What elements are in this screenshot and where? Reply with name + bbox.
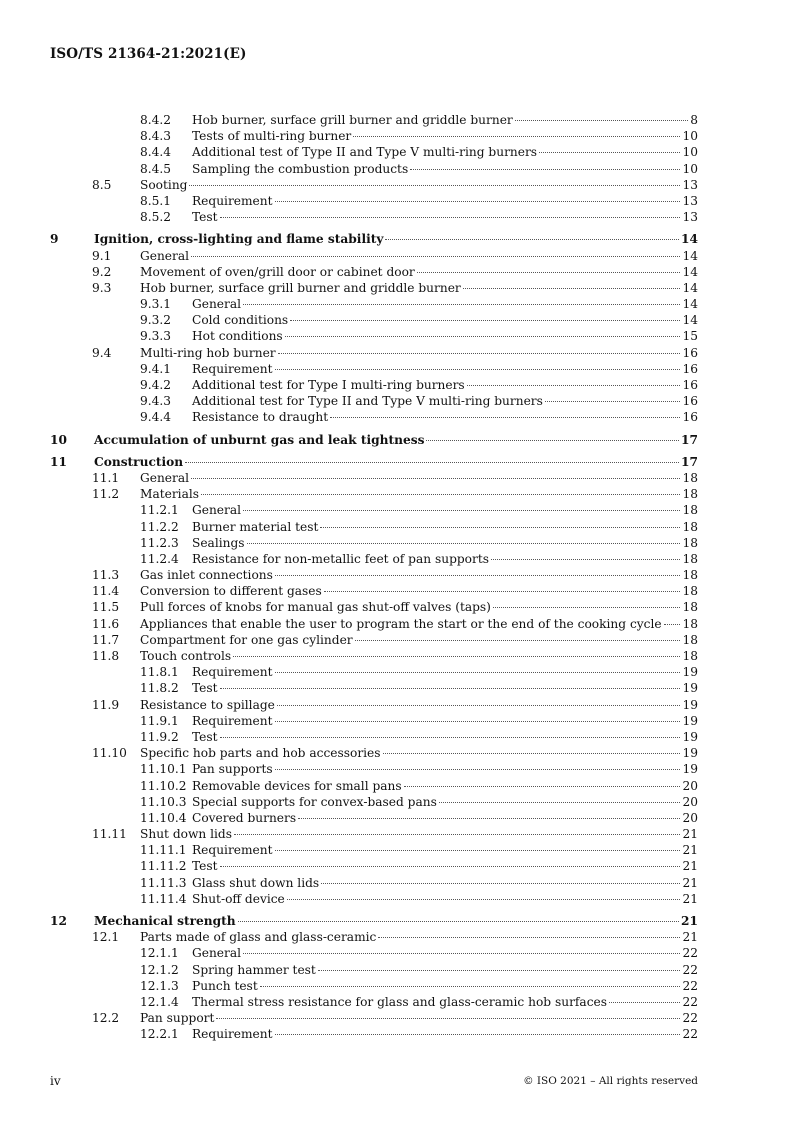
- dot-leader: [298, 818, 680, 819]
- dot-leader: [515, 120, 688, 121]
- toc-entry-page: 14: [682, 280, 698, 295]
- dot-leader: [330, 417, 680, 418]
- toc-entry-page: 21: [682, 930, 698, 945]
- toc-entry-title: Hob burner, surface grill burner and griddle burner: [140, 280, 461, 295]
- dot-leader: [491, 559, 680, 560]
- toc-entry-number: 12.2: [92, 1011, 120, 1026]
- toc-entry[interactable]: [50, 978, 698, 994]
- dot-leader: [609, 1002, 681, 1003]
- toc-entry-page: 21: [682, 859, 698, 874]
- toc-entry-page: 18: [682, 535, 698, 550]
- toc-entry-number: 11.3: [92, 568, 120, 583]
- dot-leader: [233, 656, 680, 657]
- toc-entry-number: 11.2.4: [140, 551, 179, 566]
- toc-entry-title: Construction: [94, 454, 184, 469]
- toc-entry-number: 11.11.1: [140, 843, 187, 858]
- toc-entry-number: 11.1: [92, 470, 120, 485]
- toc-entry-page: 18: [682, 487, 698, 502]
- toc-entry-number: 9.4.3: [140, 394, 172, 409]
- toc-entry-title: General: [140, 470, 189, 485]
- toc-entry-page: 18: [682, 584, 698, 599]
- toc-entry-title: Tests of multi-ring burner: [192, 129, 352, 144]
- toc-entry[interactable]: [50, 470, 698, 486]
- page-number: iv: [50, 1074, 61, 1088]
- toc-entry-title: Cold conditions: [192, 313, 289, 328]
- toc-entry-number: 8.4.4: [140, 145, 172, 160]
- toc-entry-title: Removable devices for small pans: [192, 778, 402, 793]
- toc-entry-page: 21: [682, 827, 698, 842]
- toc-entry-number: 12.1: [92, 930, 120, 945]
- toc-entry-title: Hob burner, surface grill burner and griddle burner: [192, 113, 513, 127]
- dot-leader: [243, 510, 680, 511]
- toc-entry-page: 14: [682, 264, 698, 279]
- toc-entry[interactable]: [50, 248, 698, 264]
- toc-entry[interactable]: [50, 280, 698, 296]
- toc-entry-title: Thermal stress resistance for glass and glass-ceramic hob surfaces: [192, 994, 607, 1009]
- toc-entry-title: General: [192, 946, 241, 961]
- dot-leader: [404, 786, 681, 787]
- toc-entry[interactable]: [50, 778, 698, 794]
- dot-leader: [385, 239, 679, 240]
- toc-entry[interactable]: [50, 361, 698, 377]
- toc-entry-page: 15: [682, 329, 698, 344]
- toc-entry-page: 18: [682, 470, 698, 485]
- toc-entry-page: 16: [682, 410, 698, 425]
- toc-entry[interactable]: [50, 161, 698, 177]
- toc-entry[interactable]: [50, 1026, 698, 1042]
- dot-leader: [243, 953, 680, 954]
- toc-entry[interactable]: [50, 697, 698, 713]
- dot-leader: [216, 1018, 680, 1019]
- toc-entry[interactable]: [50, 962, 698, 978]
- toc-entry-number: 11: [50, 454, 67, 469]
- toc-entry-title: Requirement: [192, 361, 273, 376]
- toc-entry-number: 11.7: [92, 632, 120, 647]
- toc-entry-number: 11.2: [92, 487, 120, 502]
- toc-entry-title: General: [192, 503, 241, 518]
- toc-entry-title: Conversion to different gases: [140, 584, 322, 599]
- toc-entry-page: 17: [681, 432, 698, 447]
- toc-entry-page: 21: [682, 843, 698, 858]
- toc-entry-page: 18: [682, 503, 698, 518]
- toc-entry[interactable]: [50, 177, 698, 193]
- toc-entry-number: 11.9.2: [140, 729, 179, 744]
- toc-entry-title: Punch test: [192, 978, 258, 993]
- toc-entry-page: 22: [682, 962, 698, 977]
- toc-entry-title: Materials: [140, 487, 199, 502]
- toc-entry-title: Pull forces of knobs for manual gas shut-off valves (taps): [140, 600, 491, 615]
- toc-entry-page: 19: [682, 746, 698, 761]
- toc-entry-page: 16: [682, 345, 698, 360]
- dot-leader: [185, 462, 679, 463]
- dot-leader: [191, 478, 680, 479]
- toc-entry-page: 18: [682, 600, 698, 615]
- toc-entry[interactable]: [50, 454, 698, 470]
- toc-entry-page: 22: [682, 978, 698, 993]
- toc-entry-number: 11.9: [92, 697, 120, 712]
- toc-entry-number: 11.8.1: [140, 665, 179, 680]
- toc-entry[interactable]: [50, 345, 698, 361]
- toc-entry-page: 14: [681, 232, 698, 247]
- toc-entry-title: Test: [192, 681, 218, 696]
- dot-leader: [220, 217, 681, 218]
- toc-entry-page: 21: [682, 875, 698, 890]
- toc-entry-number: 11.10.3: [140, 794, 187, 809]
- dot-leader: [275, 1034, 681, 1035]
- toc-entry-number: 8.5: [92, 177, 112, 192]
- dot-leader: [320, 527, 680, 528]
- toc-entry-number: 12.1.2: [140, 962, 179, 977]
- toc-entry-page: 10: [682, 145, 698, 160]
- dot-leader: [277, 705, 681, 706]
- dot-leader: [493, 607, 681, 608]
- toc-entry-number: 11.8.2: [140, 681, 179, 696]
- toc-entry-title: Test: [192, 729, 218, 744]
- toc-entry-number: 12.1.1: [140, 946, 179, 961]
- toc-entry-page: 18: [682, 616, 698, 631]
- toc-entry[interactable]: [50, 891, 698, 907]
- dot-leader: [275, 672, 681, 673]
- dot-leader: [275, 201, 681, 202]
- toc-entry[interactable]: [50, 377, 698, 393]
- toc-entry-title: Requirement: [192, 843, 273, 858]
- toc-entry-title: Specific hob parts and hob accessories: [140, 746, 381, 761]
- toc-entry-page: 13: [682, 193, 698, 208]
- toc-entry-title: Requirement: [192, 1027, 273, 1042]
- toc-entry-title: Requirement: [192, 665, 273, 680]
- toc-entry-page: 22: [682, 1027, 698, 1042]
- toc-entry-number: 9.4.4: [140, 410, 172, 425]
- toc-entry[interactable]: [50, 810, 698, 826]
- toc-entry-title: Resistance to draught: [192, 410, 329, 425]
- toc-entry-page: 17: [681, 454, 698, 469]
- toc-entry-title: Spring hammer test: [192, 962, 316, 977]
- toc-entry-page: 21: [682, 891, 698, 906]
- toc-entry-title: Requirement: [192, 713, 273, 728]
- toc-entry-title: Multi-ring hob burner: [140, 345, 276, 360]
- dot-leader: [275, 721, 681, 722]
- toc-entry-page: 19: [682, 762, 698, 777]
- toc-entry[interactable]: [50, 409, 698, 425]
- toc-entry-title: Shut down lids: [140, 827, 232, 842]
- toc-entry[interactable]: [50, 209, 698, 225]
- dot-leader: [287, 899, 681, 900]
- toc-entry-number: 8.5.1: [140, 193, 172, 208]
- toc-entry-number: 11.10.1: [140, 762, 187, 777]
- table-of-contents: [50, 112, 698, 1043]
- toc-entry[interactable]: [50, 432, 698, 448]
- dot-leader: [410, 169, 680, 170]
- toc-entry-page: 14: [682, 297, 698, 312]
- dot-leader: [353, 136, 680, 137]
- toc-entry[interactable]: [50, 745, 698, 761]
- toc-entry-page: 18: [682, 551, 698, 566]
- dot-leader: [234, 834, 681, 835]
- toc-entry-title: Test: [192, 859, 218, 874]
- dot-leader: [290, 320, 680, 321]
- toc-entry-page: 20: [682, 794, 698, 809]
- toc-entry-title: Pan supports: [192, 762, 273, 777]
- toc-entry[interactable]: [50, 632, 698, 648]
- toc-entry-number: 12.1.4: [140, 994, 179, 1009]
- toc-entry[interactable]: [50, 264, 698, 280]
- toc-entry-number: 12: [50, 914, 67, 928]
- toc-entry[interactable]: [50, 1010, 698, 1026]
- toc-entry[interactable]: [50, 929, 698, 945]
- toc-entry-title: General: [192, 297, 241, 312]
- dot-leader: [439, 802, 681, 803]
- dot-leader: [285, 336, 681, 337]
- toc-entry[interactable]: [50, 193, 698, 209]
- toc-entry-title: Test: [192, 210, 218, 225]
- dot-leader: [275, 850, 681, 851]
- toc-entry-number: 11.10.2: [140, 778, 187, 793]
- toc-entry-number: 11.11.3: [140, 875, 187, 890]
- toc-entry-title: Mechanical strength: [94, 914, 236, 928]
- toc-entry-page: 16: [682, 378, 698, 392]
- toc-entry-number: 9.1: [92, 248, 112, 263]
- dot-leader: [201, 494, 680, 495]
- dot-leader: [664, 624, 681, 625]
- toc-entry[interactable]: [50, 664, 698, 680]
- toc-entry-number: 9.4: [92, 345, 112, 360]
- toc-entry[interactable]: [50, 599, 698, 615]
- dot-leader: [545, 401, 681, 402]
- toc-entry-number: 11.10: [92, 746, 127, 761]
- toc-entry-number: 11.2.1: [140, 503, 179, 518]
- dot-leader: [189, 185, 680, 186]
- toc-entry-page: 18: [682, 519, 698, 534]
- toc-entry[interactable]: [50, 328, 698, 344]
- toc-entry-page: 16: [682, 361, 698, 376]
- toc-entry[interactable]: [50, 112, 698, 128]
- toc-entry-title: Additional test for Type I multi-ring burners: [192, 378, 465, 392]
- toc-entry-page: 10: [682, 161, 698, 176]
- toc-entry-title: Covered burners: [192, 810, 297, 825]
- toc-entry[interactable]: [50, 648, 698, 664]
- toc-entry-page: 22: [682, 1011, 698, 1026]
- toc-entry-number: 11.11: [92, 827, 127, 842]
- dot-leader: [426, 440, 679, 441]
- toc-entry-page: 13: [682, 210, 698, 225]
- toc-entry-title: Movement of oven/grill door or cabinet door: [140, 264, 415, 279]
- toc-entry[interactable]: [50, 567, 698, 583]
- toc-entry-number: 8.5.2: [140, 210, 172, 225]
- toc-entry-number: 11.11.4: [140, 891, 187, 906]
- toc-entry-page: 19: [682, 713, 698, 728]
- toc-entry-title: Burner material test: [192, 519, 319, 534]
- toc-entry-title: Touch controls: [140, 649, 232, 663]
- dot-leader: [355, 640, 681, 641]
- toc-entry[interactable]: [50, 519, 698, 535]
- dot-leader: [318, 970, 681, 971]
- toc-entry[interactable]: [50, 945, 698, 961]
- toc-entry[interactable]: [50, 231, 698, 247]
- dot-leader: [417, 272, 681, 273]
- toc-entry-number: 9.2: [92, 264, 112, 279]
- toc-entry-number: 10: [50, 432, 67, 447]
- toc-entry-page: 8: [690, 113, 698, 127]
- document-identifier: ISO/TS 21364-21:2021(E): [50, 46, 247, 62]
- copyright-notice: © ISO 2021 – All rights reserved: [523, 1075, 698, 1087]
- toc-entry-title: Additional test for Type II and Type V multi-ring burners: [192, 394, 543, 409]
- toc-entry-page: 20: [682, 778, 698, 793]
- toc-entry-number: 11.8: [92, 649, 120, 663]
- toc-entry-number: 11.5: [92, 600, 120, 615]
- dot-leader: [324, 591, 681, 592]
- toc-entry-page: 10: [682, 129, 698, 144]
- toc-entry-number: 11.4: [92, 584, 120, 599]
- toc-entry-title: General: [140, 248, 189, 263]
- toc-entry[interactable]: [50, 128, 698, 144]
- dot-leader: [191, 256, 680, 257]
- toc-entry[interactable]: [50, 486, 698, 502]
- toc-entry[interactable]: [50, 842, 698, 858]
- dot-leader: [247, 543, 681, 544]
- toc-entry-number: 9.4.1: [140, 361, 172, 376]
- toc-entry[interactable]: [50, 729, 698, 745]
- toc-entry[interactable]: [50, 551, 698, 567]
- dot-leader: [321, 883, 680, 884]
- toc-entry-page: 21: [681, 914, 698, 928]
- dot-leader: [260, 986, 681, 987]
- toc-entry-page: 22: [682, 946, 698, 961]
- dot-leader: [220, 737, 681, 738]
- toc-entry-number: 9: [50, 232, 59, 247]
- toc-entry-number: 11.10.4: [140, 810, 187, 825]
- toc-entry-title: Ignition, cross-lighting and flame stability: [94, 232, 384, 247]
- toc-entry[interactable]: [50, 296, 698, 312]
- toc-entry[interactable]: [50, 875, 698, 891]
- toc-entry-title: Sampling the combustion products: [192, 161, 409, 176]
- toc-entry-number: 12.1.3: [140, 978, 179, 993]
- toc-entry[interactable]: [50, 713, 698, 729]
- dot-leader: [275, 575, 681, 576]
- toc-entry-page: 13: [682, 177, 698, 192]
- toc-entry-title: Sooting: [140, 177, 188, 192]
- toc-entry-number: 9.3: [92, 280, 112, 295]
- toc-entry-number: 9.3.2: [140, 313, 172, 328]
- toc-entry-page: 18: [682, 632, 698, 647]
- toc-entry-page: 19: [682, 729, 698, 744]
- toc-entry-number: 11.6: [92, 616, 120, 631]
- toc-entry-title: Sealings: [192, 535, 245, 550]
- dot-leader: [275, 769, 681, 770]
- dot-leader: [383, 753, 681, 754]
- toc-entry-page: 22: [682, 994, 698, 1009]
- toc-entry-title: Compartment for one gas cylinder: [140, 632, 353, 647]
- dot-leader: [278, 353, 681, 354]
- toc-entry-number: 8.4.3: [140, 129, 172, 144]
- toc-entry-number: 11.2.3: [140, 535, 179, 550]
- toc-entry-page: 14: [682, 313, 698, 328]
- toc-entry[interactable]: [50, 913, 698, 929]
- toc-entry-title: Appliances that enable the user to program the start or the end of the cooking cycle: [140, 616, 662, 631]
- toc-entry-page: 19: [682, 697, 698, 712]
- toc-entry[interactable]: [50, 312, 698, 328]
- toc-entry-title: Requirement: [192, 193, 273, 208]
- toc-entry-number: 11.2.2: [140, 519, 179, 534]
- toc-entry[interactable]: [50, 826, 698, 842]
- toc-entry[interactable]: [50, 616, 698, 632]
- toc-entry-title: Additional test of Type II and Type V multi-ring burners: [192, 145, 538, 160]
- toc-entry-title: Hot conditions: [192, 329, 283, 344]
- toc-entry-number: 9.4.2: [140, 378, 172, 392]
- toc-entry[interactable]: [50, 994, 698, 1010]
- toc-entry-number: 9.3.3: [140, 329, 172, 344]
- toc-entry[interactable]: [50, 680, 698, 696]
- toc-entry[interactable]: [50, 583, 698, 599]
- toc-entry-title: Accumulation of unburnt gas and leak tightness: [94, 432, 425, 447]
- toc-entry[interactable]: [50, 761, 698, 777]
- toc-entry-title: Pan support: [140, 1011, 215, 1026]
- toc-entry[interactable]: [50, 144, 698, 160]
- toc-entry-number: 11.9.1: [140, 713, 179, 728]
- toc-entry-page: 16: [682, 394, 698, 409]
- dot-leader: [467, 385, 681, 386]
- toc-entry[interactable]: [50, 535, 698, 551]
- toc-entry[interactable]: [50, 794, 698, 810]
- dot-leader: [243, 304, 680, 305]
- toc-entry-page: 20: [682, 810, 698, 825]
- toc-entry[interactable]: [50, 858, 698, 874]
- dot-leader: [463, 288, 681, 289]
- toc-entry-title: Special supports for convex-based pans: [192, 794, 437, 809]
- toc-entry-number: 8.4.2: [140, 113, 172, 127]
- toc-entry-page: 14: [682, 248, 698, 263]
- toc-entry[interactable]: [50, 393, 698, 409]
- dot-leader: [238, 921, 679, 922]
- toc-entry-page: 18: [682, 568, 698, 583]
- dot-leader: [220, 866, 681, 867]
- toc-entry-page: 19: [682, 681, 698, 696]
- dot-leader: [378, 937, 680, 938]
- toc-entry-number: 8.4.5: [140, 161, 172, 176]
- toc-entry-page: 19: [682, 665, 698, 680]
- toc-entry-number: 12.2.1: [140, 1027, 179, 1042]
- toc-entry[interactable]: [50, 502, 698, 518]
- toc-entry-title: Resistance for non-metallic feet of pan supports: [192, 551, 489, 566]
- dot-leader: [275, 369, 681, 370]
- toc-entry-title: Parts made of glass and glass-ceramic: [140, 930, 377, 945]
- toc-entry-title: Gas inlet connections: [140, 568, 273, 583]
- dot-leader: [539, 152, 680, 153]
- toc-entry-title: Glass shut down lids: [192, 875, 320, 890]
- dot-leader: [220, 688, 681, 689]
- toc-entry-page: 18: [682, 649, 698, 663]
- toc-entry-title: Resistance to spillage: [140, 697, 275, 712]
- toc-entry-title: Shut-off device: [192, 891, 285, 906]
- toc-entry-number: 11.11.2: [140, 859, 187, 874]
- toc-entry-number: 9.3.1: [140, 297, 172, 312]
